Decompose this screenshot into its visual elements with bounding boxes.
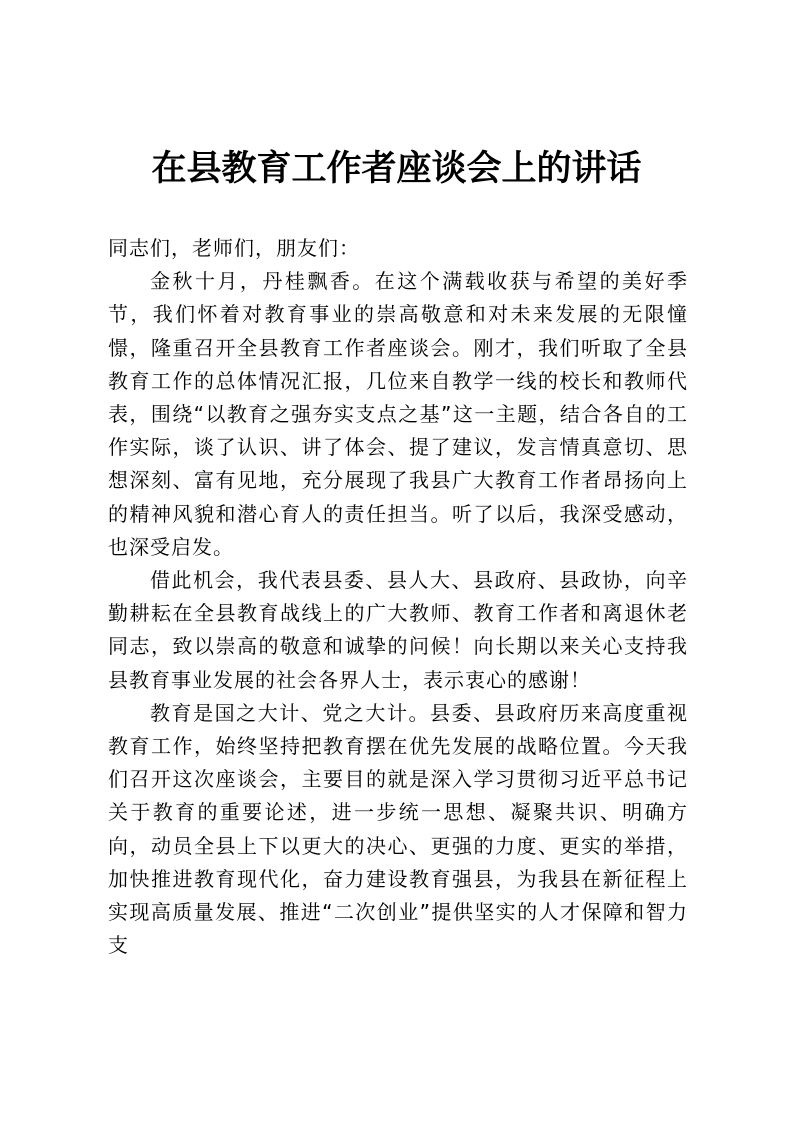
salutation: 同志们，老师们，朋友们：: [108, 236, 360, 260]
document-title: 在县教育工作者座谈会上的讲话: [151, 148, 642, 189]
paragraph-2: 借此机会，我代表县委、县人大、县政府、县政协，向辛勤耕耘在全县教育战线上的广大教师、教育工作者和离退休老同志，致以崇高的敬意和诚挚的问候！向长期以来关心支持我县教育事业发展的社会各界人士，表示衷心的感谢！: [108, 568, 688, 692]
paragraph-3: 教育是国之大计、党之大计。县委、县政府历来高度重视教育工作，始终坚持把教育摆在优先发展的战略位置。今天我们召开这次座谈会，主要目的就是深入学习贯彻习近平总书记关于教育的重要论述，进一步统一思想、凝聚共识、明确方向，动员全县上下以更大的决心、更强的力度、更实的举措，加快推进教育现代化，奋力建设教育强县，为我县在新征程上实现高质量发展、推进“二次创业”提供坚实的人才保障和智力支: [108, 700, 688, 958]
document-body: [108, 232, 688, 962]
paragraph-1: 金秋十月，丹桂飘香。在这个满载收获与希望的美好季节，我们怀着对教育事业的崇高敬意和对未来发展的无限憧憬，隆重召开全县教育工作者座谈会。刚才，我们听取了全县教育工作的总体情况汇报，几位来自教学一线的校长和教师代表，围绕“以教育之强夯实支点之基”这一主题，结合各自的工作实际，谈了认识、讲了体会、提了建议，发言情真意切、思想深刻、富有见地，充分展现了我县广大教育工作者昂扬向上的精神风貌和潜心育人的责任担当。听了以后，我深受感动，也深受启发。: [108, 269, 688, 559]
